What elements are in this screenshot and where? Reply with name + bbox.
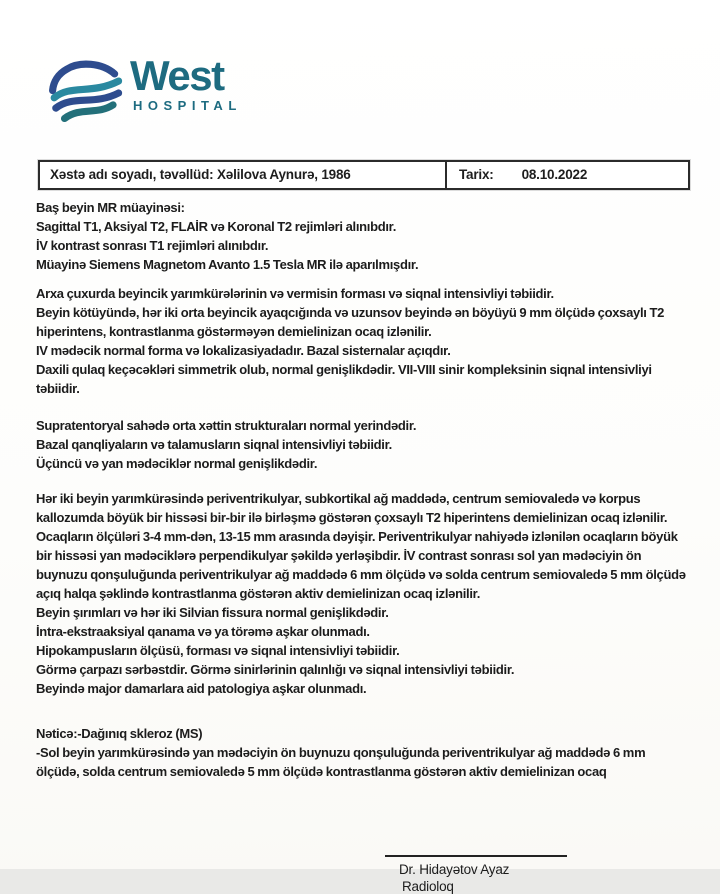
report-line: Hipokampusların ölçüsü, forması və siqnal intensivliyi təbiidir. xyxy=(36,643,400,658)
date-value: 08.10.2022 xyxy=(521,167,588,182)
report-line: Müayinə Siemens Magnetom Avanto 1.5 Tesla MR ilə aparılmışdır. xyxy=(36,257,419,272)
report-line: İV kontrast sonrası T1 rejimləri alınıbdır. xyxy=(36,238,269,253)
report-line: Arxa çuxurda beyincik yarımkürələrinin və vermisin forması və siqnal intensivliyi təbiidir. xyxy=(36,286,554,301)
supratentorial-section xyxy=(36,416,690,473)
patient-info-bar xyxy=(38,160,690,190)
date-label: Tarix: xyxy=(459,167,494,182)
doctor-role: Radioloq xyxy=(402,879,454,894)
posterior-fossa-section xyxy=(36,284,690,398)
report-line: Sagittal T1, Aksiyal T2, FLAİR və Koronal T2 rejimləri alınıbdır. xyxy=(36,219,397,234)
report-line: Ocaqların ölçüləri 3-4 mm-dən, 13-15 mm arasında dəyişir. Periventrikulyar nahiyədə izlənilən ocaqların böyük bir hissəsi yan mədəciklərə perpendikulyar şəkildə yerləşibdir. İV contrast sonrası sol yan mədəciyin ön buynuzu qonşuluğunda periventrikulyar ağ maddədə 6 mm ölçüdə və solda centrum semiovaledə 5 mm ölçüdə açıq halqa şəklində kontrastlanma göstərən aktiv demielinizan ocaq izlənilir. xyxy=(36,529,686,601)
conclusion-section xyxy=(36,724,690,781)
report-line: Nəticə:-Dağınıq skleroz (MS) xyxy=(36,726,203,741)
wave-logo-icon xyxy=(46,58,126,128)
report-line: İntra-ekstraaksiyal qanama və ya törəmə aşkar olunmadı. xyxy=(36,624,370,639)
report-line: Beyin kötüyündə, hər iki orta beyincik ayaqcığında və uzunsov beyində ən böyüyü 9 mm ölçüdə çoxsaylı T2 hiperintens, kontrastlanma göstərməyən demielinizan ocaq izlənilir. xyxy=(36,305,665,339)
report-line: Beyin şırımları və hər iki Silvian fissura normal genişlikdədir. xyxy=(36,605,389,620)
brand-name: West xyxy=(130,52,224,99)
hospital-logo xyxy=(0,0,720,132)
brand-subtitle: HOSPITAL xyxy=(133,98,242,113)
report-line: Baş beyin MR müayinəsi: xyxy=(36,200,185,215)
doctor-name: Dr. Hidayətov Ayaz xyxy=(399,862,510,877)
report-date-cell xyxy=(447,162,688,188)
findings-section xyxy=(36,489,690,698)
report-line: Beyində major damarlara aid patologiya aşkar olunmadı. xyxy=(36,681,367,696)
patient-name-dob: Xəstə adı soyadı, təvəllüd: Xəlilova Aynurə, 1986 xyxy=(40,162,447,188)
report-line: Bazal qanqliyaların və talamusların siqnal intensivliyi təbiidir. xyxy=(36,437,392,452)
report-line: IV mədəcik normal forma və lokalizasiyadadır. Bazal sisternalar açıqdır. xyxy=(36,343,451,358)
signature-block xyxy=(385,855,585,894)
report-line: Daxili qulaq keçəcəkləri simmetrik olub, normal genişlikdədir. VII-VIII sinir kompleksinin siqnal intensivliyi təbiidir. xyxy=(36,362,652,396)
logo-text xyxy=(130,54,242,113)
technique-section xyxy=(36,198,690,274)
report-line: -Sol beyin yarımkürəsində yan mədəciyin ön buynuzu qonşuluğunda periventrikulyar ağ maddədə 6 mm ölçüdə, solda centrum semiovaledə 5 mm ölçüdə kontrastlanma göstərən aktiv demielinizan ocaq xyxy=(36,745,646,779)
report-line: Üçüncü və yan mədəciklər normal genişlikdədir. xyxy=(36,456,318,471)
report-body xyxy=(0,198,720,781)
report-line: Görmə çarpazı sərbəstdir. Görmə sinirlərinin qalınlığı və siqnal intensivliyi təbiidir. xyxy=(36,662,515,677)
report-line: Hər iki beyin yarımkürəsində periventrikulyar, subkortikal ağ maddədə, centrum semiovaledə və korpus kallozumda böyük bir hissəsi bir-bir ilə birləşmə göstərən çoxsaylı T2 hiperintens demielinizan ocaq izlənilir. xyxy=(36,491,668,525)
report-line: Supratentoryal sahədə orta xəttin strukturaları normal yerindədir. xyxy=(36,418,417,433)
